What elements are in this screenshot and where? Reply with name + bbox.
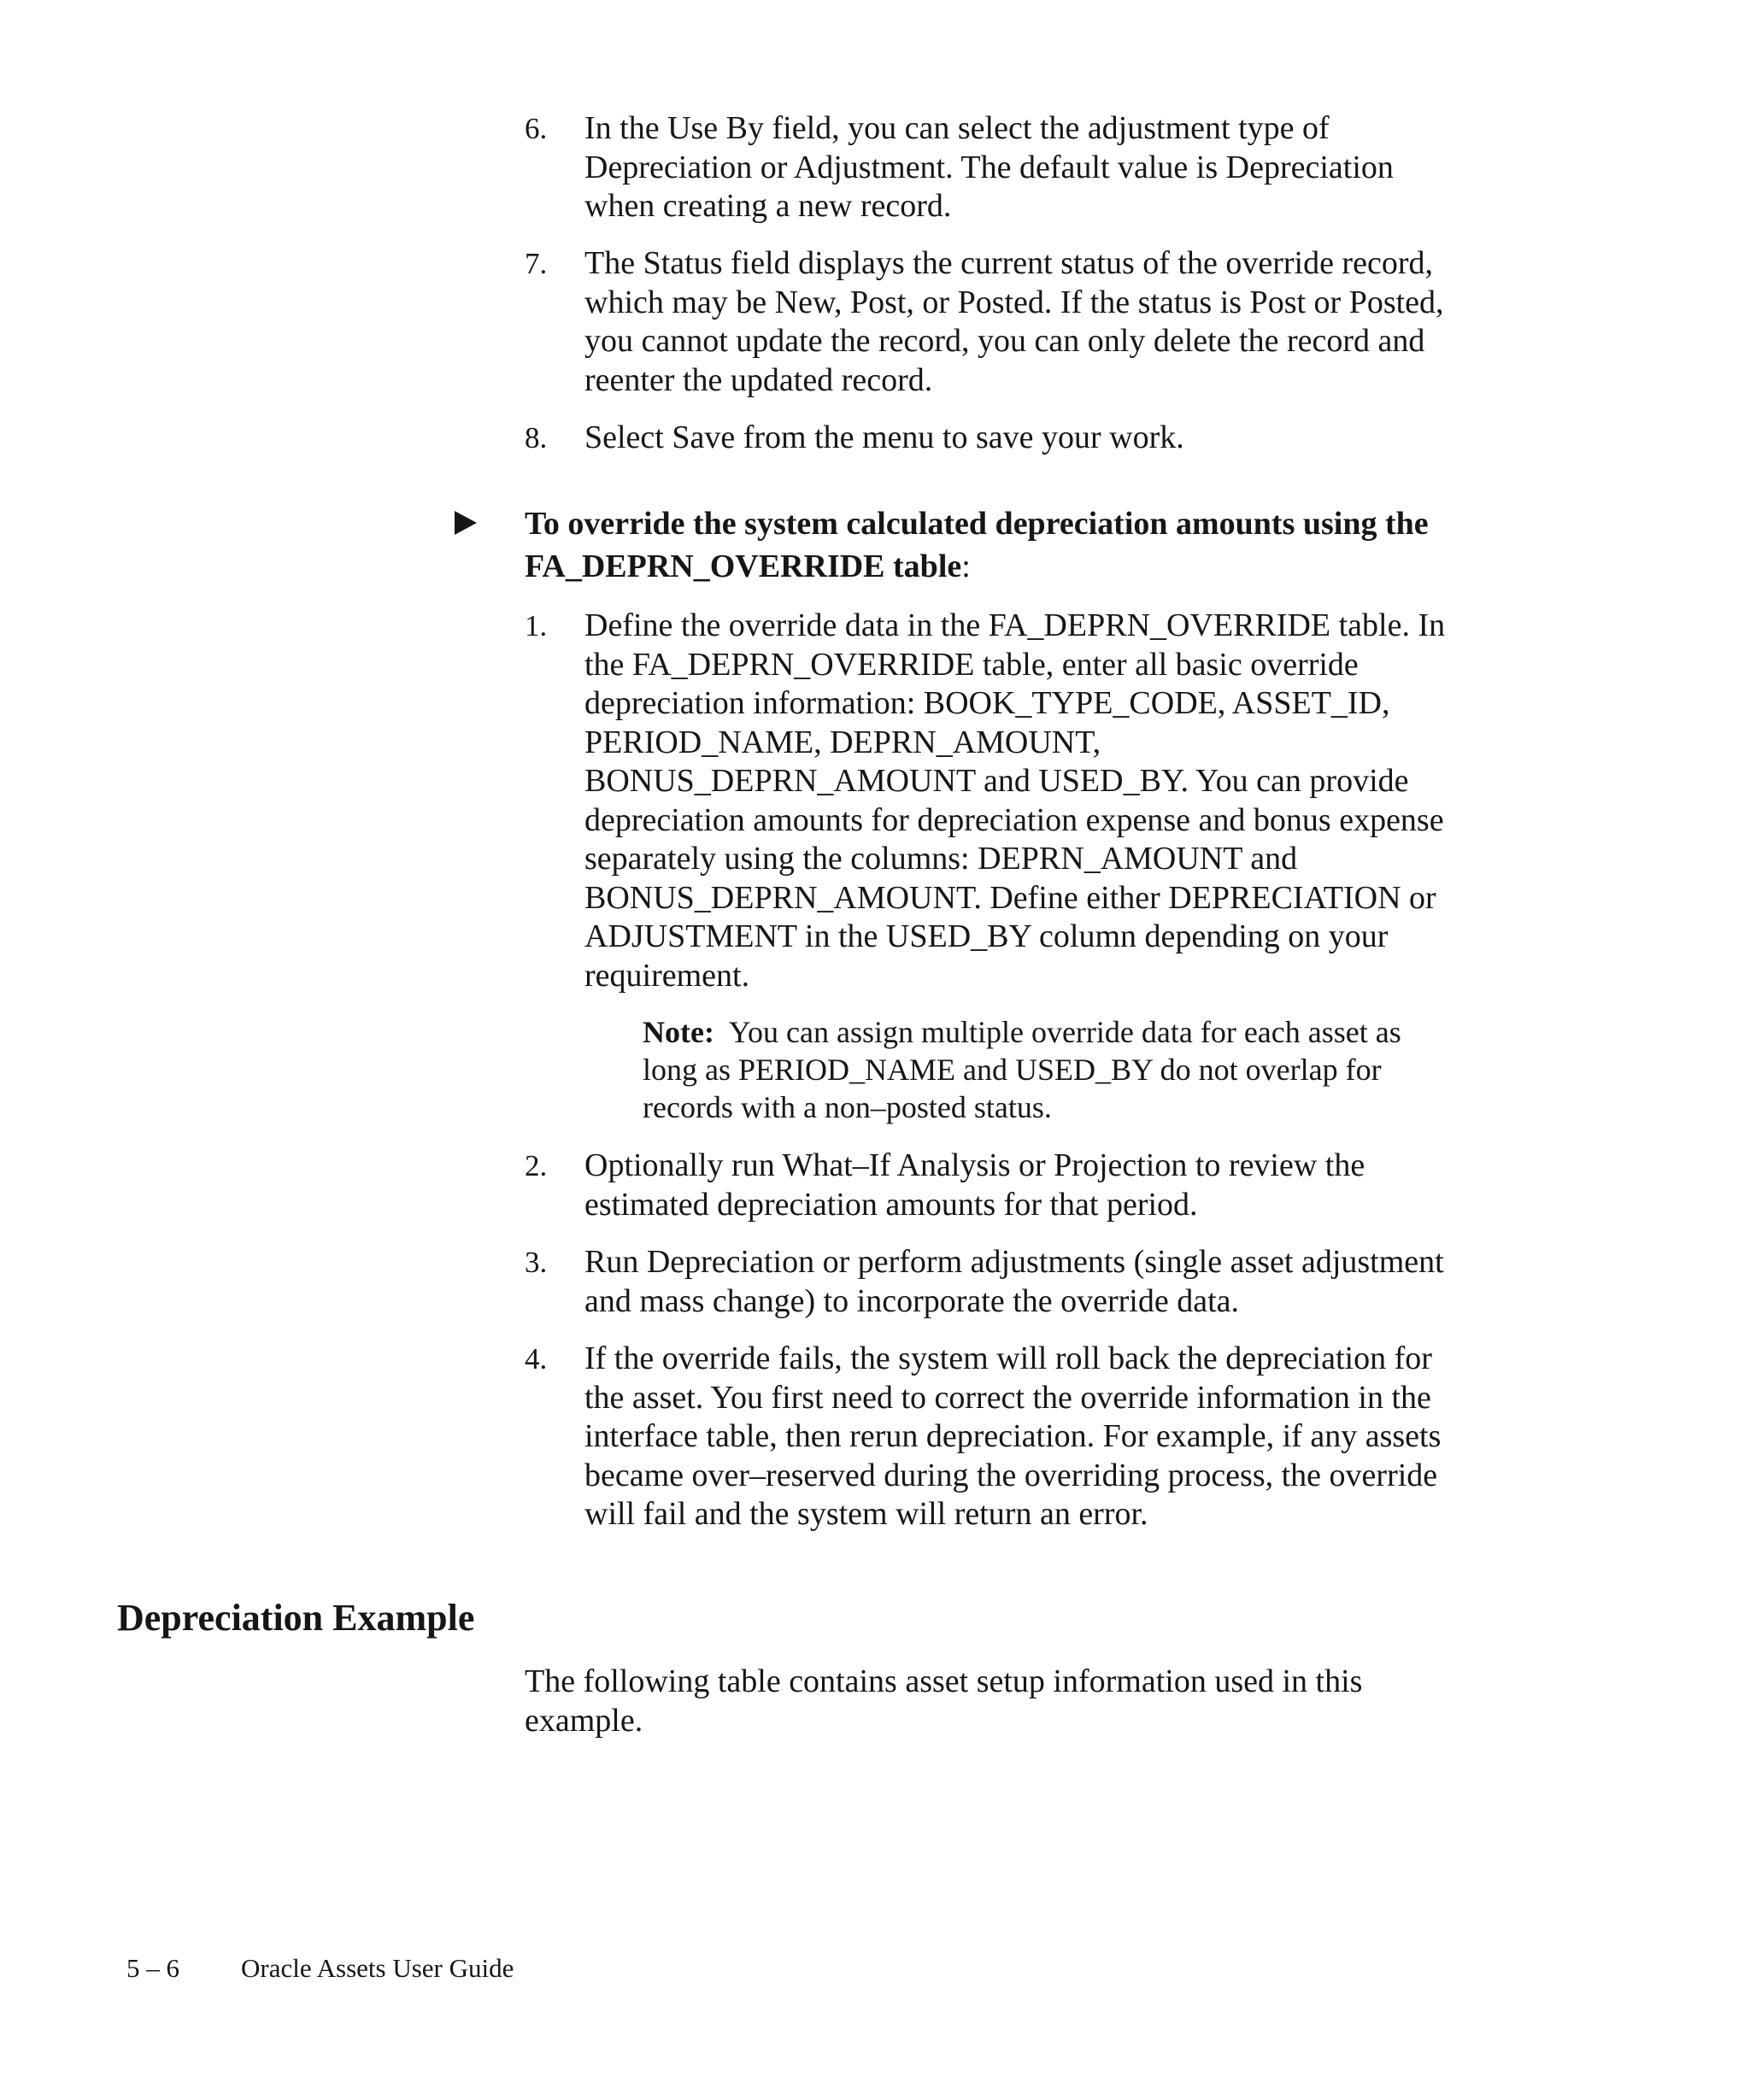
step-line: reenter the updated record. — [584, 361, 933, 398]
step-line: interface table, then rerun depreciation. For example, if any assets — [584, 1418, 1442, 1454]
step-line: depreciation amounts for depreciation expense and bonus expense — [584, 801, 1444, 838]
step-line: Select Save from the menu to save your work. — [584, 419, 1184, 455]
step-line: requirement. — [584, 957, 750, 994]
procedure-arrow-icon — [455, 511, 477, 535]
step-line: depreciation information: BOOK_TYPE_CODE, ASSET_ID, — [584, 685, 1390, 721]
note-line: long as PERIOD_NAME and USED_BY do not overlap for — [643, 1053, 1382, 1087]
note-line — [643, 1013, 1401, 1051]
step-line: the asset. You first need to correct the override information in the — [584, 1379, 1431, 1416]
step-line: you cannot update the record, you can only delete the record and — [584, 323, 1425, 359]
section-heading: Depreciation Example — [117, 1597, 475, 1639]
step-line: BONUS_DEPRN_AMOUNT and USED_BY. You can provide — [584, 763, 1409, 799]
step-line: the FA_DEPRN_OVERRIDE table, enter all basic override — [584, 646, 1359, 683]
step-text — [584, 419, 1567, 458]
step-line: The Status field displays the current status of the override record, — [584, 245, 1433, 281]
step-8 — [525, 419, 1550, 458]
procedure-title-colon: : — [961, 548, 971, 584]
note-text: You can assign multiple override data for each asset as — [714, 1015, 1401, 1049]
procedure-step-2 — [525, 1147, 1550, 1224]
step-number: 2. — [525, 1149, 548, 1182]
step-text — [584, 1340, 1567, 1534]
note-line: records with a non–posted status. — [643, 1090, 1052, 1124]
step-line: PERIOD_NAME, DEPRN_AMOUNT, — [584, 724, 1101, 760]
step-line: estimated depreciation amounts for that period. — [584, 1186, 1198, 1223]
step-line: separately using the columns: DEPRN_AMOUNT and — [584, 841, 1298, 877]
step-line: Depreciation or Adjustment. The default value is Depreciation — [584, 149, 1394, 185]
step-text — [584, 1243, 1567, 1321]
procedure-step-4 — [525, 1340, 1550, 1534]
step-line: Run Depreciation or perform adjustments (single asset adjustment — [584, 1244, 1444, 1280]
step-number: 1. — [525, 609, 548, 642]
step-number: 6. — [525, 112, 548, 145]
step-line: became over–reserved during the overriding process, the override — [584, 1457, 1438, 1493]
procedure-step-3 — [525, 1243, 1550, 1321]
step-line: and mass change) to incorporate the override data. — [584, 1282, 1240, 1319]
step-number: 8. — [525, 421, 548, 455]
step-line: Optionally run What–If Analysis or Projection to review the — [584, 1147, 1365, 1183]
step-number: 4. — [525, 1342, 548, 1376]
step-text — [584, 109, 1567, 226]
step-7 — [525, 244, 1550, 400]
step-line: Define the override data in the FA_DEPRN_OVERRIDE table. In — [584, 607, 1446, 643]
paragraph-line: example. — [525, 1702, 643, 1739]
procedure-heading — [455, 502, 1429, 588]
step-line: will fail and the system will return an error. — [584, 1496, 1148, 1532]
procedure-title-line — [525, 545, 1429, 588]
step-line: BONUS_DEPRN_AMOUNT. Define either DEPRECIATION or — [584, 879, 1436, 916]
footer-page-number: 5 – 6 — [126, 1953, 179, 1983]
step-number: 3. — [525, 1246, 548, 1279]
note-label: Note: — [643, 1015, 714, 1049]
step-text — [584, 1147, 1567, 1224]
paragraph-line: The following table contains asset setup information used in this — [525, 1663, 1363, 1699]
step-6 — [525, 109, 1550, 226]
step-line: when creating a new record. — [584, 188, 952, 224]
step-line: which may be New, Post, or Posted. If the status is Post or Posted, — [584, 284, 1444, 320]
section-paragraph — [525, 1663, 1362, 1740]
step-text — [584, 244, 1567, 400]
step-line: ADJUSTMENT in the USED_BY column depending on your — [584, 918, 1389, 954]
procedure-step-1 — [525, 607, 1550, 995]
step-text — [584, 607, 1567, 995]
step-line: If the override fails, the system will roll back the depreciation for — [584, 1340, 1432, 1376]
procedure-title — [525, 502, 1429, 588]
note-block — [643, 1013, 1401, 1126]
step-number: 7. — [525, 247, 548, 280]
procedure-title-line: To override the system calculated depreciation amounts using the — [525, 506, 1429, 542]
procedure-title-table: FA_DEPRN_OVERRIDE table — [525, 548, 962, 584]
step-line: In the Use By field, you can select the adjustment type of — [584, 110, 1330, 146]
footer-guide-title: Oracle Assets User Guide — [241, 1953, 514, 1983]
